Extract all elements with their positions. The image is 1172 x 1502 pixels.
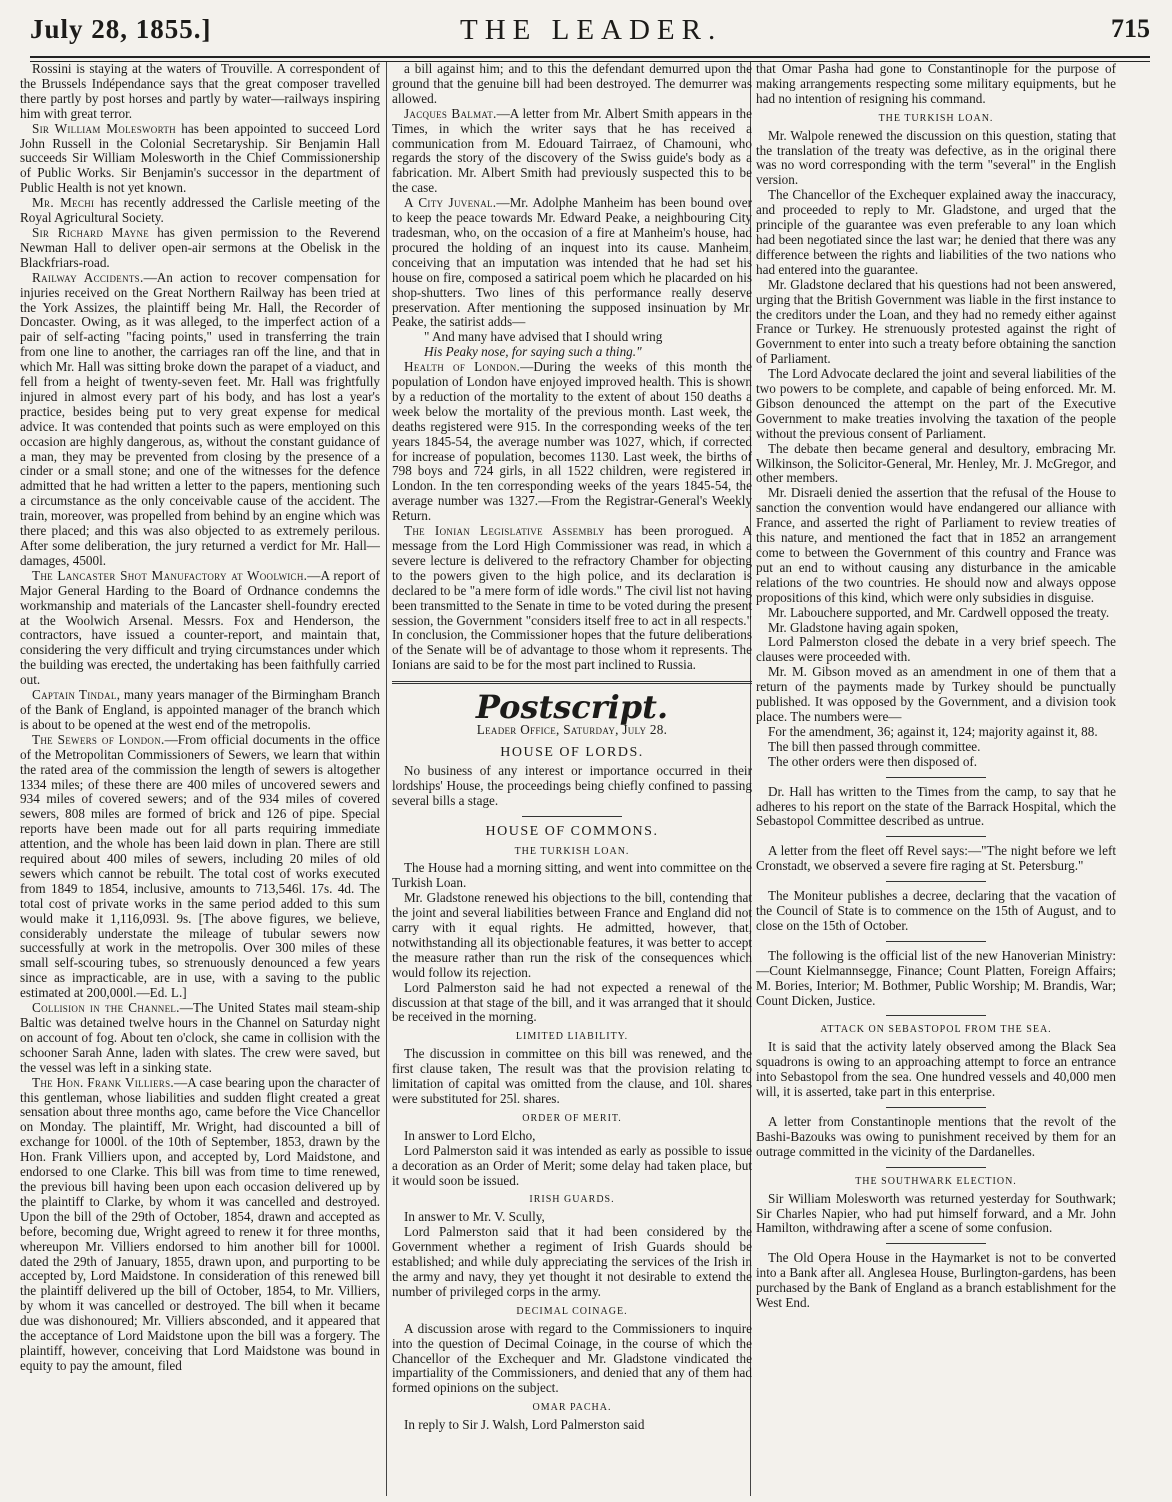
article-paragraph: Lord Palmerston said that it had been considered by the Government whether a regiment of Irish Guards should be established; and while duly appreciating the services of the Irish in the army and navy, they yet thought it not desirable to extend the number of privileged corps in the army. (392, 1224, 752, 1299)
article-paragraph: Dr. Hall has written to the Times from the camp, to say that he adheres to his report on the state of the Barrack Hospital, which the Sebastopol Committee described as untrue. (756, 783, 1116, 829)
article-paragraph: In answer to Lord Elcho, (404, 1127, 536, 1143)
article-paragraph: The Sewers of London.—From official documents in the office of the Metropolitan Commissioners of Sewers, we learn that within the rated area of the commission the length of sewers is altogether 1334 miles; of these there are 400 miles of uncovered sewers and 934 miles of covered sewers; and of the 934 miles of covered sewers, 808 miles are formed of brick and 126 of pipe. Special reports have been made out for all parts requiring immediate attention, and the whole has been laid down in plan. There are still required about 400 miles of sewers, including 20 miles of old sewers which cannot be rebuilt. The total cost of works executed from 1849 to 1854, inclusive, amounts to 713,546l. 17s. 4d. The total cost of private works in the same period added to this sum would make it 1,116,093l. 9s. [The above figures, we believe, considerably understate the mileage of tubular sewers now successfully at work in the metropolis. Over 300 miles of these small self-scouring tubes, so strenuously denounced a few years since as impracticable, are in use, with a saving to the public estimated at 200,000l.—Ed. L.] (20, 731, 380, 1001)
subheading: LIMITED LIABILITY. (515, 1031, 629, 1043)
subheading: THE SOUTHWARK ELECTION. (855, 1175, 1017, 1187)
article-paragraph: The following is the official list of the new Hanoverian Ministry:—Count Kielmannsegge, Finance; Count Platten, Foreign Affairs; M. Bories, Interior; M. Bothmer, Public Worship; M. Brandis, War; Count Dicken, Justice. (756, 947, 1116, 1008)
subheading: ORDER OF MERIT. (522, 1112, 622, 1124)
article-paragraph: The House had a morning sitting, and went into committee on the Turkish Loan. (392, 860, 752, 891)
article-paragraph: The discussion in committee on this bill was renewed, and the first clause taken, The result was that the provision relating to limitation of capital was omitted from the clause, and 10l. shares were substituted for 25l. shares. (392, 1046, 752, 1106)
article-paragraph: In answer to Mr. V. Scully, (404, 1209, 545, 1225)
article-paragraph: Jacques Balmat.—A letter from Mr. Albert Smith appears in the Times, in which the writer says that he has received a communication from M. Edouard Tairraez, of Chamouni, who regards the story of the discovery of the Swiss guide's body as a fabrication. Mr. Albert Smith had previously suspected this to be the case. (392, 105, 752, 196)
article-paragraph: The Moniteur publishes a decree, declaring that the vacation of the Council of State is to commence on the 15th of August, and to close on the 15th of October. (756, 888, 1116, 933)
article-paragraph: Mr. Mechi has recently addressed the Carlisle meeting of the Royal Agricultural Society. (20, 195, 380, 226)
subheading: DECIMAL COINAGE. (516, 1305, 628, 1317)
article-paragraph: The other orders were then disposed of. (768, 753, 978, 769)
subheading: IRISH GUARDS. (529, 1194, 615, 1206)
column-3 (756, 62, 1116, 1496)
header-date: July 28, 1855.] (30, 14, 212, 44)
poem-line: " And many have advised that I should wring (424, 329, 663, 345)
divider (886, 777, 986, 778)
dateline: Leader Office, Saturday, July 28. (476, 722, 668, 738)
section-heading: HOUSE OF COMMONS. (485, 823, 659, 839)
page-number: 715 (1111, 14, 1150, 43)
article-paragraph: Captain Tindal, many years manager of the Birmingham Branch of the Bank of England, is appointed manager of the branch which is about to be opened at the west end of the metropolis. (20, 687, 380, 732)
article-paragraph: Mr. Gladstone declared that his questions had not been answered, urging that the British Government was liable in the first instance to the creditors under the Loan, and they had no remedy either against France or Turkey. He strenuously protested against the right of Government to enter into such a treaty before obtaining the sanction of Parliament. (756, 276, 1116, 367)
subheading: THE TURKISH LOAN. (514, 845, 630, 857)
article-paragraph: Lord Palmerston said it was intended as early as possible to issue a decoration as an Order of Merit; some delay had taken place, but it would soon be issued. (392, 1142, 752, 1188)
article-paragraph: The debate then became general and desultory, embracing Mr. Wilkinson, the Solicitor-General, Mr. Henley, Mr. J. McGregor, and other members. (756, 440, 1116, 486)
column-rule-1 (386, 62, 387, 1496)
divider (886, 1107, 986, 1108)
header-title: THE LEADER. (460, 14, 723, 46)
article-paragraph: A letter from Constantinople mentions that the revolt of the Bashi-Bazouks was owing to punishment received by them for an outrage committed in the vicinity of the Dardanelles. (756, 1114, 1116, 1159)
article-paragraph: For the amendment, 36; against it, 124; majority against it, 88. (768, 723, 1098, 739)
article-paragraph: Health of London.—During the weeks of this month the population of London have enjoyed improved health. This is shown by a reduction of the mortality to the extent of about 150 deaths a week below the mortality of the previous month. Last week, the deaths registered were 915. In the corresponding weeks of the ten years 1845-54, the average number was 1027, which, if corrected for increase of population, becomes 1130. Last week, the births of 798 boys and 724 girls, in all 1522 children, were registered in London. In the ten corresponding weeks of the years 1845-54, the average number was 1327.—From the Registrar-General's Weekly Return. (392, 359, 752, 524)
article-paragraph: Lord Palmerston closed the debate in a very brief speech. The clauses were proceeded with. (756, 634, 1116, 665)
divider (886, 941, 986, 942)
article-paragraph: Mr. Gladstone renewed his objections to the bill, contending that the joint and several liabilities between France and England did not carry with it equal rights. He admitted, however, that, notwithstanding all its objectionable features, it was better to accept the measure rather than run the risk of the consequences which would follow its rejection. (392, 890, 752, 980)
article-paragraph: The bill then passed through committee. (768, 738, 981, 754)
article-paragraph: Lord Palmerston said he had not expected a renewal of the discussion at that stage of the bill, and it was arranged that it should be received in the morning. (392, 979, 752, 1025)
article-paragraph: A City Juvenal.—Mr. Adolphe Manheim has been bound over to keep the peace towards Mr. Edward Peake, a neighbouring City tradesman, who, on the occasion of a fire at Manheim's house, had procured the holding of an inquest into its cause. Manheim, conceiving that an imputation was intended that he had set his house on fire, composed a satirical poem which he placarded on his shop-shutters. Two lines of this performance really deserve preservation. After mentioning the supposed insinuation by Mr. Peake, the satirist adds— (392, 195, 752, 330)
article-paragraph: It is said that the activity lately observed among the Black Sea squadrons is owing to an approaching attempt to force an entrance into Sebastopol from the sea. One hundred vessels and 40,000 men will, it is asserted, take part in this enterprise. (756, 1039, 1116, 1100)
article-paragraph: Mr. Gladstone having again spoken, (768, 619, 959, 635)
article-paragraph: The Lancaster Shot Manufactory at Woolwich.—A report of Major General Harding to the Board of Ordnance condemns the workmanship and materials of the Lancaster shell-foundry erected at the Woolwich Arsenal. Messrs. Fox and Henderson, the contractors, have issued a counter-report, and maintain that, considering the very difficult and trying circumstances under which the building was erected, the undertaking has been faithfully carried out. (20, 567, 380, 688)
article-paragraph: Mr. M. Gibson moved as an amendment in one of them that a return of the payments made by Turkey should be punctually published. It was opposed by the Government, and a division took place. The numbers were— (756, 664, 1116, 724)
column-1 (20, 62, 380, 1496)
article-paragraph: Railway Accidents.—An action to recover compensation for injuries received on the Great Northern Railway has been tried at the York Assizes, the plaintiff being Mr. Hall, the Recorder of Doncaster. Owing, as it was alleged, to the imperfect action of a pair of self-acting "facing points," used in transferring the train from one line to another, the carriages ran off the line, and that in which Mr. Hall was sitting broke down the parapet of a viaduct, and fell from a height of twenty-seven feet. Mr. Hall was frightfully injured in almost every part of his body, and has lost a year's practice, besides being put to very great expense for medical advice. It was contended that points such as were employed on this occasion are highly dangerous, as, without the constant guidance of a man, they may be prevented from closing by the presence of a cinder or a small stone; and one of the witnesses for the defence admitted that he had written a letter to the papers, mentioning such a circumstance as the only conceivable cause of the accident. The train, moreover, was propelled from behind by an engine which was there placed; and this was also objected to as extremely perilous. After some deliberation, the jury returned a verdict for Mr. Hall—damages, 4500l. (20, 269, 380, 568)
section-heading: HOUSE OF LORDS. (500, 744, 644, 760)
article-paragraph: The Chancellor of the Exchequer explained away the inaccuracy, and proceeded to reply to Mr. Gladstone, and urged that the principle of the guarantee was even preferable to any loan which had been negotiated since the last war; he denied that there was any difference between the rights and liabilities of the two nations who had entered into the guarantee. (756, 187, 1116, 277)
article-paragraph: Sir William Molesworth has been appointed to succeed Lord John Russell in the Colonial Secretaryship. Sir Benjamin Hall succeeds Sir William Molesworth in the Chief Commissionership of Public Works. Sir Benjamin's successor in the department of Public Health is not yet known. (20, 120, 380, 196)
column-2 (392, 62, 752, 1496)
article-paragraph: The Old Opera House in the Haymarket is not to be converted into a Bank after all. Anglesea House, Burlington-gardens, has been purchased by the Bank of England as a branch establishment for the West End. (756, 1250, 1116, 1311)
poem-line: His Peaky nose, for saying such a thing." (424, 344, 642, 360)
divider (886, 881, 986, 882)
section-divider (392, 681, 752, 684)
article-paragraph: A letter from the fleet off Revel says:—"The night before we left Cronstadt, we observed a severe fire raging at St. Petersburg." (756, 843, 1116, 874)
divider (886, 1015, 986, 1016)
divider (522, 816, 622, 817)
divider (886, 836, 986, 837)
postscript-title: Postscript. (475, 688, 669, 727)
subheading: ATTACK ON SEBASTOPOL FROM THE SEA. (820, 1024, 1052, 1036)
page-header (30, 8, 1150, 52)
divider (886, 1167, 986, 1168)
article-paragraph: Rossini is staying at the waters of Trouville. A correspondent of the Brussels Indépendance says that the great composer travelled there partly by post horses and partly by water—railways inspiring him with great terror. (20, 62, 380, 121)
debate-paragraphs (756, 129, 1116, 770)
article-paragraph: The Hon. Frank Villiers.—A case bearing upon the character of this gentleman, whose liabilities and sudden flight created a great sensation about three months ago, came before the Vice Chancellor on Monday. The plaintiff, Mr. Wright, had discounted a bill of exchange for 1000l. of the 10th of September, 1853, drawn by the Hon. Frank Villiers upon, and accepted by, Lord Maidstone, and endorsed to one Clarke. This bill was from time to time renewed, the previous bill having been upon each occasion delivered up by the plaintiff to Clarke, by whom it was cancelled and destroyed. Upon the bill of the 29th of October, 1854, drawn and accepted as before, becoming due, Wright agreed to renew it for three months, whereupon Mr. Villiers endorsed to him another bill for 1000l. dated the 29th of January, 1855, drawn upon, and purporting to be accepted by, Lord Maidstone. In consideration of this renewed bill the plaintiff delivered up the bill of October, 1854, to Mr. Villiers, by whom it was cancelled or destroyed. The bill when it became due was dishonoured; Mr. Villiers absconded, and it appeared that the acceptance of Lord Maidstone upon the bill was a forgery. The plaintiff, however, conceiving that Lord Maidstone was bound in equity to pay the amount, filed (20, 1074, 380, 1373)
article-paragraph: A discussion arose with regard to the Commissioners to inquire into the question of Decimal Coinage, in the course of which the Chancellor of the Exchequer and Mr. Gladstone vindicated the impartiality of the Commissioners, and denied that any of them had formed opinions on the subject. (392, 1320, 752, 1396)
subheading: THE TURKISH LOAN. (878, 112, 994, 124)
article-paragraph: that Omar Pasha had gone to Constantinople for the purpose of making arrangements respecting some military equipments, but he had no intention of resigning his command. (756, 62, 1116, 106)
article-paragraph: Sir William Molesworth was returned yesterday for Southwark; Sir Charles Napier, who had put himself forward, and a Mr. John Hamilton, withdrawing after a scene of some confusion. (756, 1190, 1116, 1236)
article-paragraph: Mr. Walpole renewed the discussion on this question, stating that the translation of the treaty was defective, as in the original there was no word corresponding with the term "several" in the English version. (756, 127, 1116, 188)
article-paragraph: No business of any interest or importance occurred in their lordships' House, the proceedings being chiefly confined to passing several bills a stage. (392, 762, 752, 808)
subheading: OMAR PACHA. (532, 1402, 612, 1414)
article-paragraph: Mr. Disraeli denied the assertion that the refusal of the House to sanction the convention would have endangered our alliance with France, and asserted the right of Parliament to review treaties of this nature, and mentioned the fact that in 1852 an arrangement come to between the Government of this country and France was put an end to without causing any disturbance in the amicable relations of the two countries. He should now and always oppose propositions of this kind, which were only subsidies in disguise. (756, 485, 1116, 605)
article-paragraph: The Ionian Legislative Assembly has been prorogued. A message from the Lord High Commissioner was read, in which a severe lecture is delivered to the refractory Chamber for objecting to the powers given to the high police, and its declaration is declared to be "a mere form of idle words." The civil list not having been transmitted to the Senate in time to be voted during the present session, the Government "considers itself free to act in all respects." In conclusion, the Commissioner hopes that the future deliberations of the Senate will be of advantage to those whom it represents. The Ionians are said to be for the most part inclined to Russia. (392, 523, 752, 673)
article-paragraph: The Lord Advocate declared the joint and several liabilities of the two powers to be complete, and capable of being enforced. Mr. M. Gibson denounced the attempt on the part of the Executive Government to make treaties involving the taxation of the people without the previous consent of Parliament. (756, 366, 1116, 441)
article-paragraph: a bill against him; and to this the defendant demurred upon the ground that the genuine bill had been destroyed. The demurrer was allowed. (392, 62, 752, 106)
article-paragraph: Collision in the Channel.—The United States mail steam-ship Baltic was detained twelve hours in the Channel on Saturday night on account of fog. About ten o'clock, she came in collision with the schooner Sarah Anne, laden with slates. The crew were saved, but the vessel was left in a sinking state. (20, 1000, 380, 1075)
article-paragraph: In reply to Sir J. Walsh, Lord Palmerston said (404, 1417, 645, 1433)
divider (886, 1243, 986, 1244)
article-paragraph: Sir Richard Mayne has given permission to the Reverend Newman Hall to deliver open-air sermons at the Obelisk in the Blackfriars-road. (20, 224, 380, 270)
article-paragraph: Mr. Labouchere supported, and Mr. Cardwell opposed the treaty. (768, 604, 1110, 620)
